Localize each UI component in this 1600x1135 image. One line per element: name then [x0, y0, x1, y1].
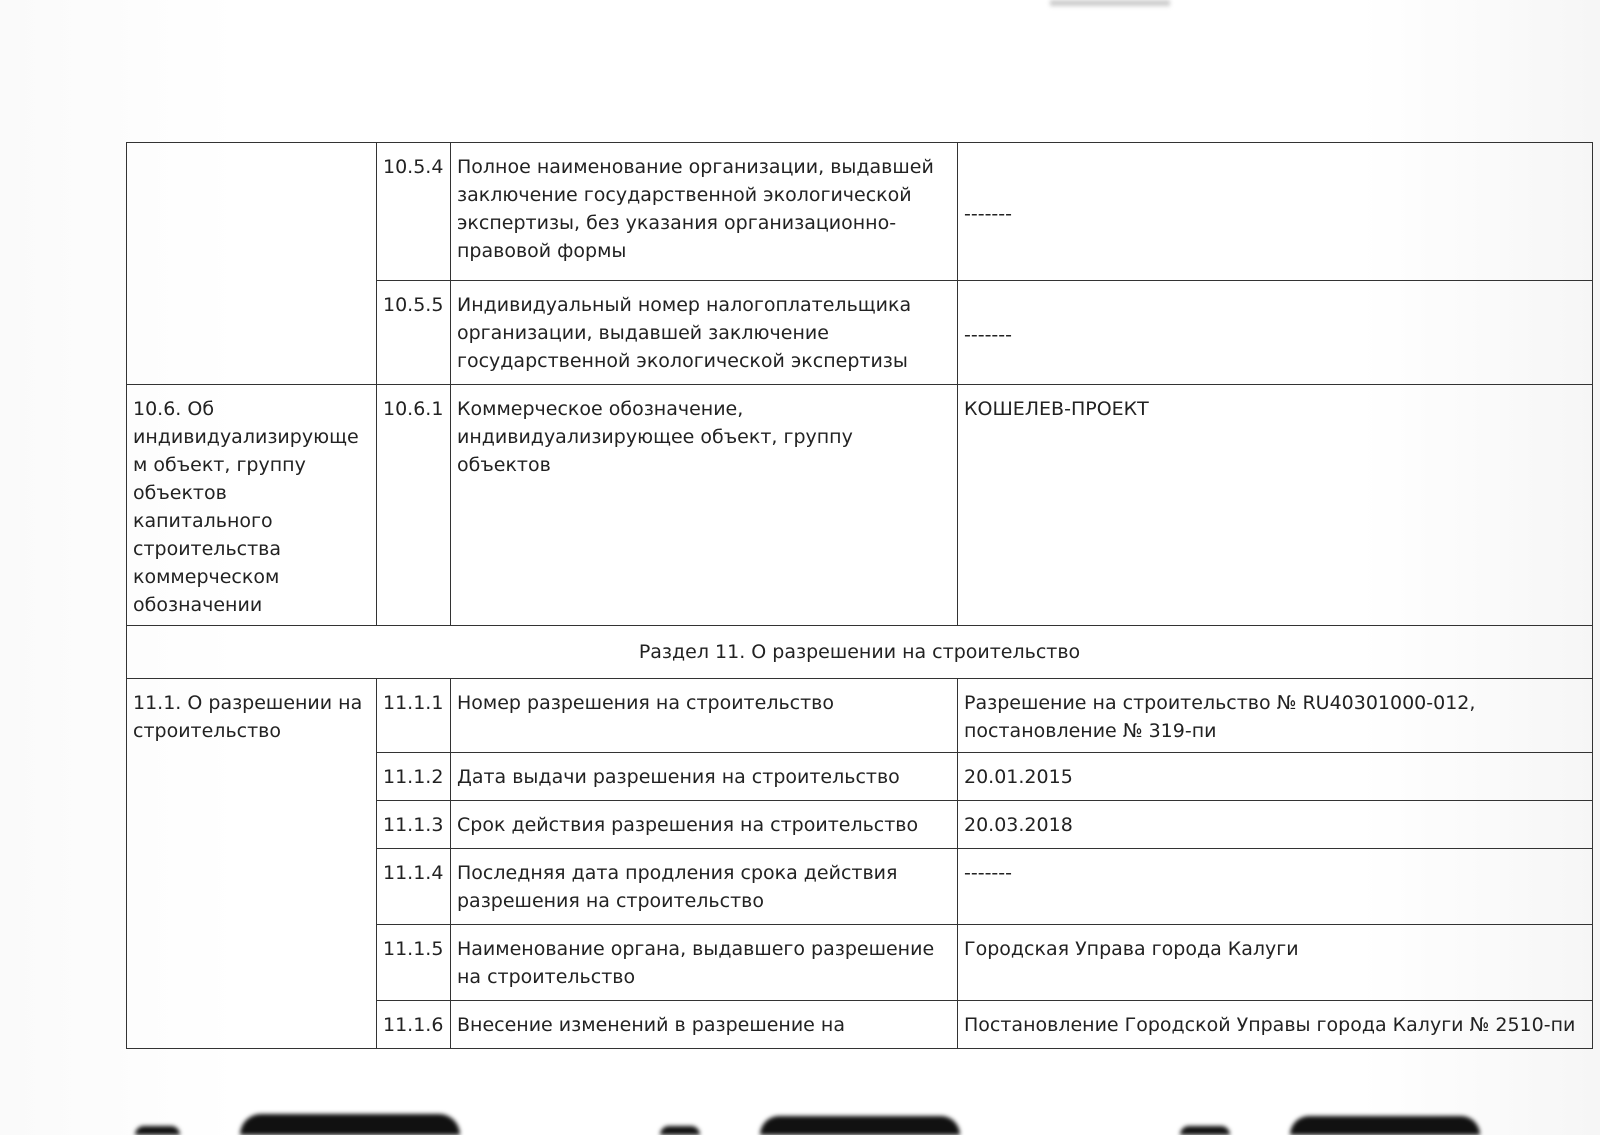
declaration-table	[126, 142, 1593, 1049]
row-label: Индивидуальный номер налогоплательщика организации, выдавшей заключение государственной экологической экспертизы	[451, 281, 958, 385]
group-cell-10-6: 10.6. Об индивидуализирующе м объект, группу объектов капитального строительства коммерческом обозначении	[127, 385, 377, 626]
section-title: Раздел 11. О разрешении на строительство	[127, 626, 1593, 679]
group-cell-11-1: 11.1. О разрешении на строительство	[127, 679, 377, 1049]
row-number: 10.5.4	[377, 143, 451, 281]
row-number: 11.1.6	[377, 1001, 451, 1049]
table-row	[127, 679, 1593, 753]
row-label: Внесение изменений в разрешение на	[451, 1001, 958, 1049]
table-row	[127, 385, 1593, 626]
section-header-row	[127, 626, 1593, 679]
table-row	[127, 143, 1593, 281]
scan-blot	[135, 1126, 180, 1135]
row-value: КОШЕЛЕВ-ПРОЕКТ	[958, 385, 1593, 626]
row-number: 11.1.3	[377, 801, 451, 849]
row-value: 20.01.2015	[958, 753, 1593, 801]
row-value: -------	[958, 849, 1593, 925]
row-number: 11.1.4	[377, 849, 451, 925]
scan-smudge-top	[1050, 0, 1170, 6]
row-label: Срок действия разрешения на строительство	[451, 801, 958, 849]
row-value: Городская Управа города Калуги	[958, 925, 1593, 1001]
row-label: Наименование органа, выдавшего разрешение на строительство	[451, 925, 958, 1001]
scan-blot	[660, 1126, 700, 1135]
row-number: 11.1.2	[377, 753, 451, 801]
row-number: 10.5.5	[377, 281, 451, 385]
scan-blot	[240, 1114, 460, 1135]
row-label: Дата выдачи разрешения на строительство	[451, 753, 958, 801]
scan-blot	[760, 1116, 960, 1135]
row-value: -------	[958, 143, 1593, 281]
row-label: Номер разрешения на строительство	[451, 679, 958, 753]
row-number: 10.6.1	[377, 385, 451, 626]
scan-blot	[1180, 1126, 1230, 1135]
row-number: 11.1.1	[377, 679, 451, 753]
row-value: -------	[958, 281, 1593, 385]
row-value: 20.03.2018	[958, 801, 1593, 849]
row-label: Полное наименование организации, выдавшей заключение государственной экологической экспертизы, без указания организационно-правовой формы	[451, 143, 958, 281]
row-label: Последняя дата продления срока действия разрешения на строительство	[451, 849, 958, 925]
row-value: Разрешение на строительство № RU40301000-012, постановление № 319-пи	[958, 679, 1593, 753]
row-value: Постановление Городской Управы города Калуги № 2510-пи	[958, 1001, 1593, 1049]
scan-blot	[1290, 1116, 1480, 1135]
row-number: 11.1.5	[377, 925, 451, 1001]
row-label: Коммерческое обозначение, индивидуализирующее объект, группу объектов	[451, 385, 958, 626]
group-cell-10-5	[127, 143, 377, 385]
